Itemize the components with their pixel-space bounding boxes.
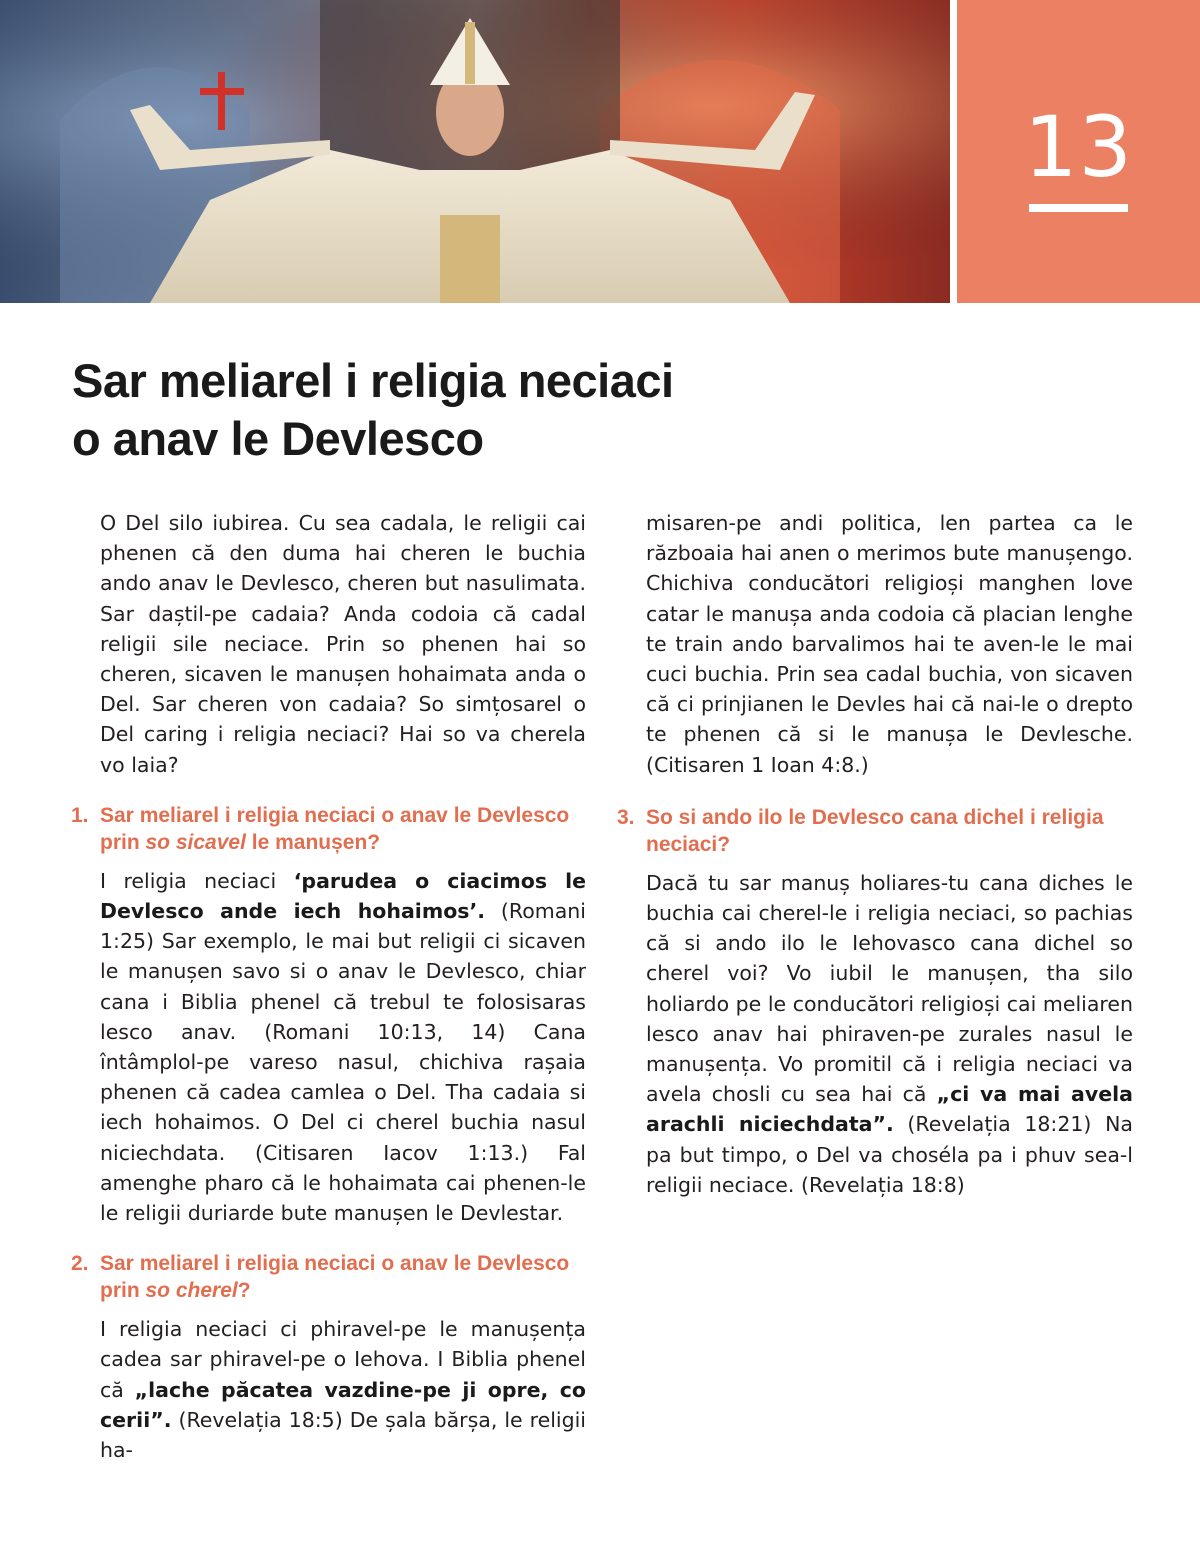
cathedral-illustration: [0, 0, 950, 303]
answer-1-paragraph: I religia neciaci ‘parudea o ciacimos le Devlesco ande iech hohaimos’. (Romani 1:25) Sar exemplo, le mai but religii ci sicaven le manușen savo si o anav le Devlesco, chiar cana i Biblia phenel că trebul te folosisaras lesco anav. (Romani 10:13, 14) Cana întâmplol-pe vareso nasul, chichiva rașaia phenen că cadea camlea o Del. Tha cadaia si iech hohaimos. O Del ci cherel buchia nasul niciechdata. (Citisaren Iacov 1:13.) Fal amenghe pharo că le hohaimata cai phenen-le le religii duriarde bute manușen le Devlestar.: [100, 868, 586, 1226]
question-3-number: 3.: [617, 805, 635, 829]
answer-3-paragraph: Dacă tu sar manuș holiares-tu cana diches le buchia cai cherel-le i religia neciaci, so pachias că si ando ilo le Iehovasco cana dichel so cherel voi? Vo iubil le manușen, tha silo holiardo pe le conducători religioși cai meliaren lesco anav hai phiraven-pe zurales nasul le manușența. Vo promitil că i religia neciaci va avela chosli cu sea hai că „ci va mai avela arachli niciechdata”. (Revelația 18:21) Na pa but timpo, o Del va choséla pa i phuv sea-l religii neciace. (Revelația 18:8): [646, 870, 1133, 1197]
page-title-line-2: o anav le Devlesco: [72, 412, 484, 465]
answer-2-continued: (Revelația 18:5) De șala bărșa, le religii ha-: [100, 1407, 586, 1463]
intro-paragraph: O Del silo iubirea. Cu sea cadala, le religii cai phenen că den duma hai cheren le buchia ando anav le Devlesco, cheren but nasulimata. Sar daștil-pe cadaia? Anda codoia că cadal religii sile neciace. Prin so phenen hai so cheren, sicaven le manușen hohaimata anda o Del. Sar cheren von cadaia? So simțosarel o Del caring i religia neciaci? Hai so va cherela vo laia?: [100, 511, 586, 777]
question-1: 1. Sar meliarel i religia neciaci o anav le Devlesco prin so sicavel le manușen?: [71, 803, 570, 854]
header-photo: [0, 0, 950, 303]
right-column: [617, 508, 1133, 1200]
question-2: 2. Sar meliarel i religia neciaci o anav le Devlesco prin so cherel?: [71, 1252, 570, 1303]
lesson-number-box: [957, 0, 1200, 303]
answer-2-continuation: misaren-pe andi politica, len partea ca le războaia hai anen o merimos bute manușengo. Chichiva conducători religioși manghen love catar le manușa anda codoia că placian lenghe te train ando barvalimos hai te aven-le le mai cuci buchia. Prin sea cadal buchia, von sicaven că ci prinjianen le Devles hai că nai-le o drepto te phenen că si le manușa le Devlesche. (Citisaren 1 Ioan 4:8.): [646, 511, 1133, 777]
page-title-line-1: Sar meliarel i religia neciaci: [72, 354, 674, 407]
left-column: [71, 508, 586, 1465]
answer-2-paragraph: I religia neciaci ci phiravel-pe le manușența cadea sar phiravel-pe o Iehova. I Biblia phenel că „lache păcatea vazdine-pe ji opre, co cerii”. (Revelația 18:5) De șala bărșa, le religii ha-: [100, 1317, 586, 1463]
question-3: 3. So si ando ilo le Devlesco cana dichel i religia neciaci?: [617, 805, 1104, 856]
answer-2-quote: „lache păcatea vazdine-pe ji opre, co cerii”.: [100, 1377, 586, 1432]
question-2-number: 2.: [71, 1252, 89, 1276]
lesson-number-underline: [1029, 204, 1128, 212]
page-title: [72, 352, 972, 468]
answer-3-quote: „ci va mai avela arachli niciechdata”.: [646, 1082, 1133, 1137]
lesson-number: 13: [1024, 98, 1133, 196]
answer-1-quote: ‘parudea o ciacimos le Devlesco ande iech hohaimos’.: [100, 868, 586, 924]
question-1-number: 1.: [71, 803, 89, 827]
